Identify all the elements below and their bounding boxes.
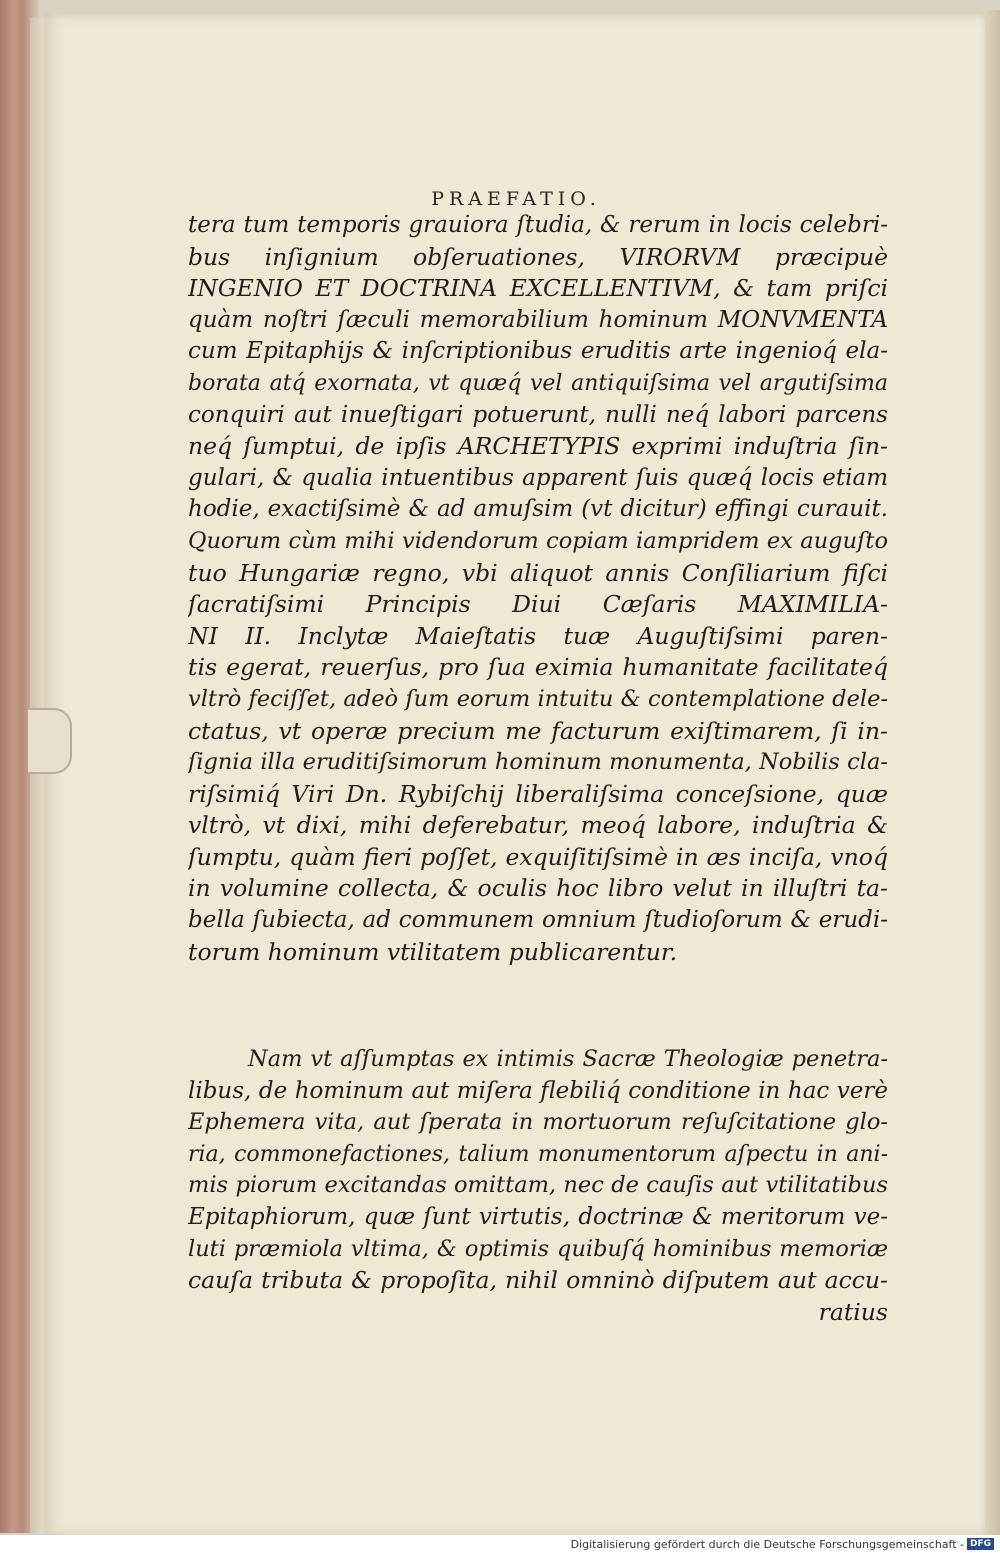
text-line: tuo Hungariæ regno, vbi aliquot annis Conſiliarium fiſci [188, 558, 888, 587]
text-line: bus inſignium obſeruationes, VIRORVM præcipuè [188, 242, 888, 271]
text-line: ſacratiſsimi Principis Diui Cæſaris MAXIMILIA- [188, 590, 888, 619]
text-line: cauſa tributa & propoſita, nihil omninò diſputem aut accu- [188, 1266, 888, 1295]
text-line: Nam vt aſſumptas ex intimis Sacræ Theologiæ penetra- [248, 1046, 888, 1072]
text-line: cum Epitaphijs & inſcriptionibus eruditis arte ingenioq́ ela- [188, 338, 888, 365]
text-line: mis piorum excitandas omittam, nec de cauſis aut vtilitatibus [188, 1172, 888, 1199]
text-line: ſumptu, quàm fieri poſſet, exquiſitiſsimè in æs inciſa, vnoq́ [188, 842, 888, 871]
text-line: libus, de hominum aut miſera flebiliq́ conditione in hac verè [188, 1077, 888, 1104]
text-line: borata atq́ exornata, vt quæq́ vel antiquiſsima vel argutiſsima [188, 370, 888, 396]
text-line: ſignia illa eruditiſsimorum hominum monumenta, Nobilis cla- [188, 749, 888, 776]
funding-credit: Digitalisierung gefördert durch die Deutsche Forschungsgemeinschaft - [570, 1538, 964, 1551]
text-line: hodie, exactiſsimè & ad amuſsim (vt dicitur) effingi curauit. [188, 496, 888, 523]
dfg-logo: DFG [967, 1538, 994, 1550]
text-line: Quorum cùm mihi videndorum copiam iampridem ex auguſto [188, 527, 888, 554]
text-line: conquiri aut inueſtigari potuerunt, nulli neq́ labori parcens [188, 401, 888, 428]
text-line: luti præmiola vltima, & optimis quibuſq́ hominibus memoriæ [188, 1235, 888, 1262]
text-line: tis egerat, reuerſus, pro ſua eximia humanitate facilitateq́ [188, 653, 888, 682]
text-line: ria, commonefactiones, talium monumentorum aſpectu in ani- [188, 1141, 888, 1167]
page-tab [28, 708, 72, 774]
text-line: quàm noſtri ſæculi memorabilium hominum MONVMENTA [188, 306, 888, 333]
text-line: torum hominum vtilitatem publicarentur. [188, 937, 678, 966]
running-head: PRAEFATIO. [431, 188, 601, 210]
text-line: INGENIO ET DOCTRINA EXCELLENTIVM, & tam priſci [188, 274, 888, 303]
text-line: tera tum temporis grauiora ſtudia, & rerum in locis celebri- [188, 212, 888, 238]
text-line: ctatus, vt operæ precium me facturum exiſtimarem, ſi in- [188, 716, 888, 745]
text-line: Ephemera vita, aut ſperata in mortuorum reſuſcitatione glo- [188, 1109, 888, 1136]
page-right-edge [985, 10, 1000, 1540]
text-line: vltrò feciſſet, adeò ſum eorum intuitu & contemplatione dele- [188, 685, 888, 712]
catchword: ratius [818, 1297, 888, 1326]
text-line: Epitaphiorum, quæ ſunt virtutis, doctrinæ & meritorum ve- [188, 1203, 888, 1230]
text-line: bella ſubiecta, ad communem omnium ſtudioſorum & erudi- [188, 907, 888, 934]
text-line: vltrò, vt dixi, mihi deferebatur, meoq́ labore, induſtria & [188, 811, 888, 840]
paragraph-1 [188, 210, 888, 968]
text-line: NI II. Inclytæ Maieſtatis tuæ Auguſtiſsimi paren- [188, 621, 888, 650]
paragraph-2 [188, 1044, 888, 1328]
text-line: in volumine collecta, & oculis hoc libro velut in illuſtri ta- [188, 874, 888, 903]
text-line: neq́ ſumptui, de ipſis ARCHETYPIS exprimi induſtria ſin- [188, 432, 888, 461]
text-line: riſsimiq́ Viri Dn. Rybiſchij liberaliſsima conceſsione, quæ [188, 779, 888, 808]
text-line: gulari, & qualia intuentibus apparent ſuis quæq́ locis etiam [188, 464, 888, 491]
